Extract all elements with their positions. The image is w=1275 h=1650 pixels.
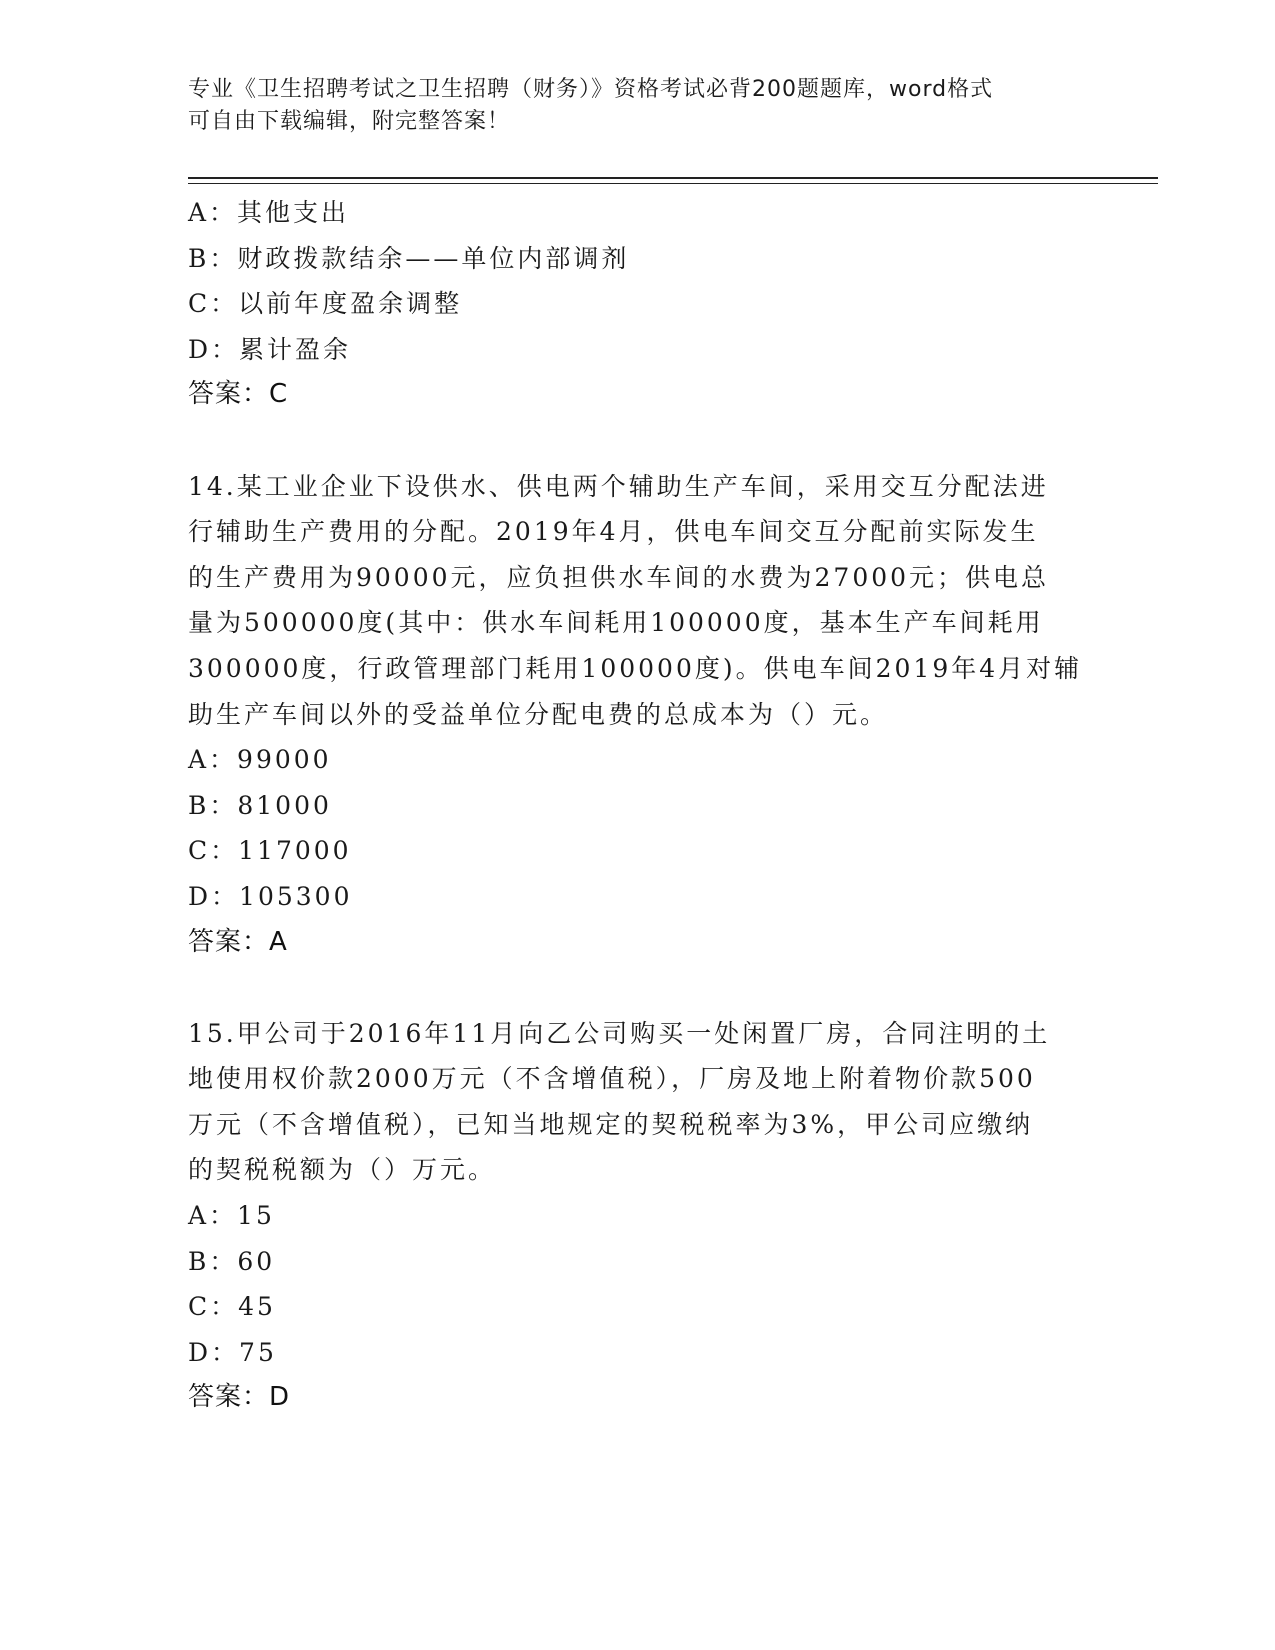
question-text-line: 14.某工业企业下设供水、供电两个辅助生产车间，采用交互分配法进	[188, 471, 1049, 501]
answer-line: 答案：A	[188, 926, 288, 957]
option-d: D：105300	[188, 881, 353, 911]
option-c: C：以前年度盈余调整	[188, 289, 463, 319]
option-b: B：财政拨款结余——单位内部调剂	[188, 243, 630, 273]
question-text-line: 的契税税额为（）万元。	[188, 1155, 497, 1185]
question-text-line: 量为500000度(其中：供水车间耗用100000度，基本生产车间耗用	[188, 608, 1044, 638]
option-d: D：75	[188, 1337, 277, 1367]
option-a: A：其他支出	[188, 198, 350, 227]
option-b: B：60	[188, 1246, 276, 1276]
question-text-line: 300000度，行政管理部门耗用100000度)。供电车间2019年4月对辅	[188, 653, 1083, 683]
option-d: D：累计盈余	[188, 334, 352, 364]
option-a: A：99000	[188, 745, 332, 775]
question-14	[188, 464, 1088, 966]
question-text-line: 万元（不含增值税），已知当地规定的契税税率为3%，甲公司应缴纳	[188, 1109, 1034, 1139]
header-divider-thick	[188, 177, 1158, 179]
question-15	[188, 1011, 1088, 1421]
spacer	[188, 965, 1088, 1011]
question-text-line: 行辅助生产费用的分配。2019年4月，供电车间交互分配前实际发生	[188, 517, 1039, 547]
option-c: C：117000	[188, 836, 352, 866]
answer-line: 答案：C	[188, 379, 289, 410]
question-text-line: 的生产费用为90000元，应负担供水车间的水费为27000元；供电总	[188, 562, 1050, 592]
spacer	[188, 418, 1088, 464]
document-body	[188, 190, 1088, 1421]
answer-line: 答案：D	[188, 1382, 291, 1413]
option-b: B：81000	[188, 790, 332, 820]
header-line-2: 可自由下载编辑，附完整答案！	[188, 109, 511, 134]
option-c: C：45	[188, 1292, 276, 1322]
question-13-options	[188, 190, 1088, 418]
header-divider-thin	[188, 183, 1158, 184]
question-text-line: 助生产车间以外的受益单位分配电费的总成本为（）元。	[188, 699, 889, 729]
document-header	[188, 74, 1088, 138]
header-line-1: 专业《卫生招聘考试之卫生招聘（财务）》资格考试必背200题题库，word格式	[188, 77, 994, 102]
question-text-line: 15.甲公司于2016年11月向乙公司购买一处闲置厂房，合同注明的土	[188, 1018, 1051, 1048]
option-a: A：15	[188, 1201, 275, 1231]
question-text-line: 地使用权价款2000万元（不含增值税），厂房及地上附着物价款500	[188, 1064, 1036, 1094]
